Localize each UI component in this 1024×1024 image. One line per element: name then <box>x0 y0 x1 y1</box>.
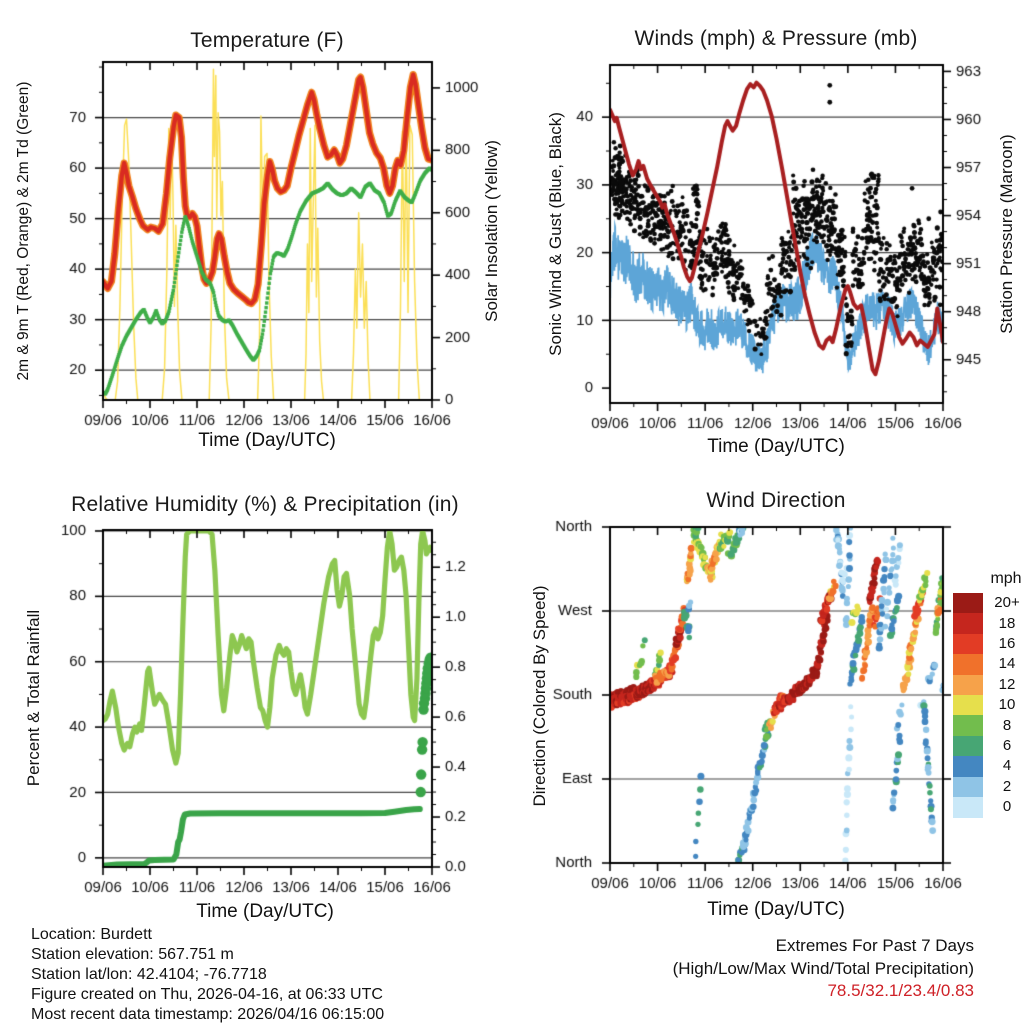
figure-created-stamp: Figure created on Thu, 2026-04-16, at 06:33 UTC <box>31 986 383 1003</box>
extremes-values: 78.5/32.1/23.4/0.83 <box>827 981 974 1000</box>
pressure-right-axis-label: Station Pressure (Maroon) <box>997 134 1016 334</box>
colorbar-swatch <box>953 797 983 818</box>
recent-data-timestamp: Most recent data timestamp: 2026/04/16 06:15:00 <box>31 1006 385 1023</box>
colorbar-label: 16 <box>998 635 1016 652</box>
colorbar-swatch <box>953 715 983 736</box>
station-info <box>31 925 384 1024</box>
humidity-xaxis-label: Time (Day/UTC) <box>196 901 334 922</box>
colorbar-swatch <box>953 695 983 716</box>
temperature-left-axis-label: 2m & 9m T (Red, Orange) & 2m Td (Green) <box>15 81 32 381</box>
extremes-summary <box>673 935 974 1003</box>
colorbar-label: 8 <box>1002 716 1012 734</box>
colorbar-label: 0 <box>1002 798 1012 816</box>
station-elevation: Station elevation: 567.751 m <box>31 946 234 963</box>
colorbar-swatch <box>953 736 983 757</box>
colorbar-title: mph <box>990 570 1022 587</box>
colorbar-label: 14 <box>998 655 1016 673</box>
humidity-chart-title: Relative Humidity (%) & Precipitation (in) <box>71 493 459 516</box>
winds-xaxis-label: Time (Day/UTC) <box>707 436 845 457</box>
extremes-title: Extremes For Past 7 Days <box>775 936 974 955</box>
direction-left-axis-label: Direction (Colored By Speed) <box>530 585 549 807</box>
colorbar-swatch <box>953 634 983 655</box>
colorbar-swatch <box>953 593 983 614</box>
colorbar-swatch <box>953 675 983 696</box>
colorbar-label: 2 <box>1002 777 1012 795</box>
colorbar-swatch <box>953 777 983 798</box>
wind-direction-xaxis-label: Time (Day/UTC) <box>707 899 845 920</box>
wind-left-axis-label: Sonic Wind & Gust (Blue, Black) <box>546 112 565 356</box>
wind-speed-colorbar <box>953 570 1024 830</box>
colorbar-label: 10 <box>998 696 1016 714</box>
colorbar-swatch <box>953 654 983 675</box>
temperature-xaxis-label: Time (Day/UTC) <box>198 430 336 451</box>
colorbar-label: 12 <box>998 675 1016 693</box>
colorbar-label: 4 <box>1002 757 1012 775</box>
extremes-subtitle: (High/Low/Max Wind/Total Precipitation) <box>672 958 974 978</box>
winds-chart-title: Winds (mph) & Pressure (mb) <box>634 27 918 50</box>
colorbar-label: 6 <box>1002 737 1012 754</box>
colorbar-label: 20+ <box>994 594 1020 612</box>
station-location: Location: Burdett <box>31 926 152 943</box>
temperature-chart-title: Temperature (F) <box>190 29 344 52</box>
colorbar-swatch <box>953 756 983 777</box>
colorbar-label: 18 <box>998 614 1016 632</box>
wind-direction-chart-title: Wind Direction <box>706 489 846 512</box>
humidity-left-axis-label: Percent & Total Rainfall <box>24 609 43 787</box>
station-latlon: Station lat/lon: 42.4104; -76.7718 <box>31 966 267 983</box>
colorbar-swatch <box>953 613 983 634</box>
solar-right-axis-label: Solar Insolation (Yellow) <box>482 140 501 322</box>
